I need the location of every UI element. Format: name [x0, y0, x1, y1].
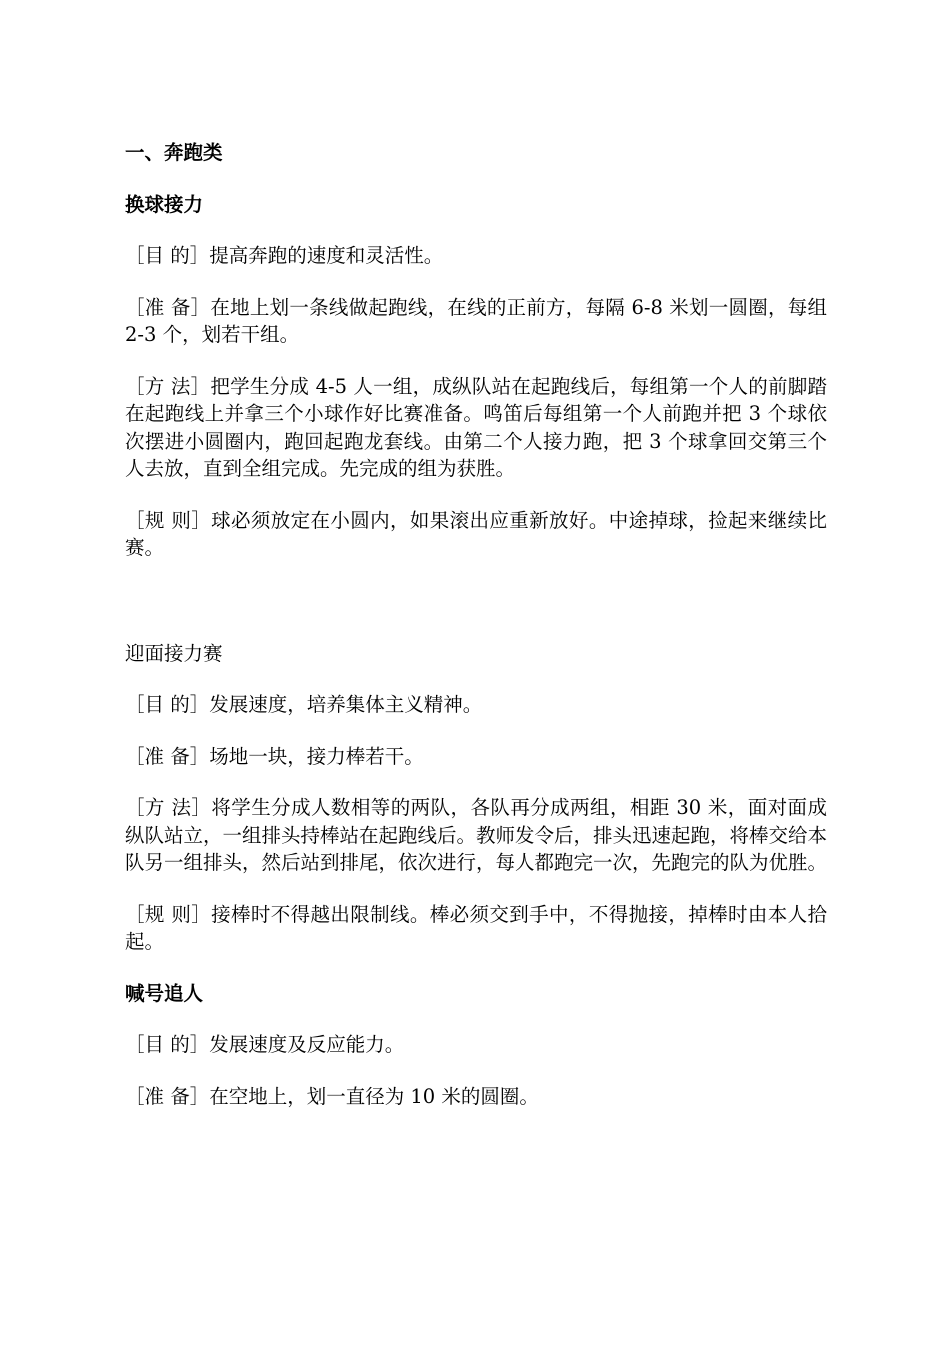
section-spacer — [125, 586, 827, 640]
game-1-rules: ［规 则］球必须放定在小圆内，如果滚出应重新放好。中途掉球，捡起来继续比赛。 — [125, 508, 827, 559]
game-1-goal: ［目 的］提高奔跑的速度和灵活性。 — [125, 244, 444, 267]
section-heading: 一、奔跑类 — [125, 141, 223, 164]
game-2-rules: ［规 则］接棒时不得越出限制线。棒必须交到手中，不得抛接，掉棒时由本人拾起。 — [125, 902, 827, 953]
game-1-method: ［方 法］把学生分成 4-5 人一组，成纵队站在起跑线后，每组第一个人的前脚踏在起跑线上并拿三个小球作好比赛准备。鸣笛后每组第一个人前跑并把 3 个球依次摆进小圆圈内，跑回起跑龙套线。由第二个人接力跑，把 3 个球拿回交第三个人去放，直到全组完成。先完成的组为获胜。 — [125, 374, 827, 480]
game-title-1: 换球接力 — [125, 192, 204, 216]
document-body — [125, 139, 827, 1134]
game-2-method: ［方 法］将学生分成人数相等的两队，各队再分成两组，相距 30 米，面对面成纵队站立，一组排头持棒站在起跑线后。教师发令后，排头迅速起跑，将棒交给本队另一组排头，然后站到排尾，依次进行，每人都跑完一次，先跑完的队为优胜。 — [125, 796, 828, 874]
game-3-goal: ［目 的］发展速度及反应能力。 — [125, 1033, 405, 1056]
game-title-2: 迎面接力赛 — [125, 641, 223, 665]
game-1-prep: ［准 备］在地上划一条线做起跑线，在线的正前方，每隔 6-8 米划一圆圈，每组 2-3 个，划若干组。 — [125, 295, 827, 346]
game-3-prep: ［准 备］在空地上，划一直径为 10 米的圆圈。 — [125, 1084, 539, 1108]
game-2-goal: ［目 的］发展速度，培养集体主义精神。 — [125, 693, 483, 716]
game-2-prep: ［准 备］场地一块，接力棒若干。 — [125, 744, 424, 768]
game-title-3: 喊号追人 — [125, 981, 204, 1005]
